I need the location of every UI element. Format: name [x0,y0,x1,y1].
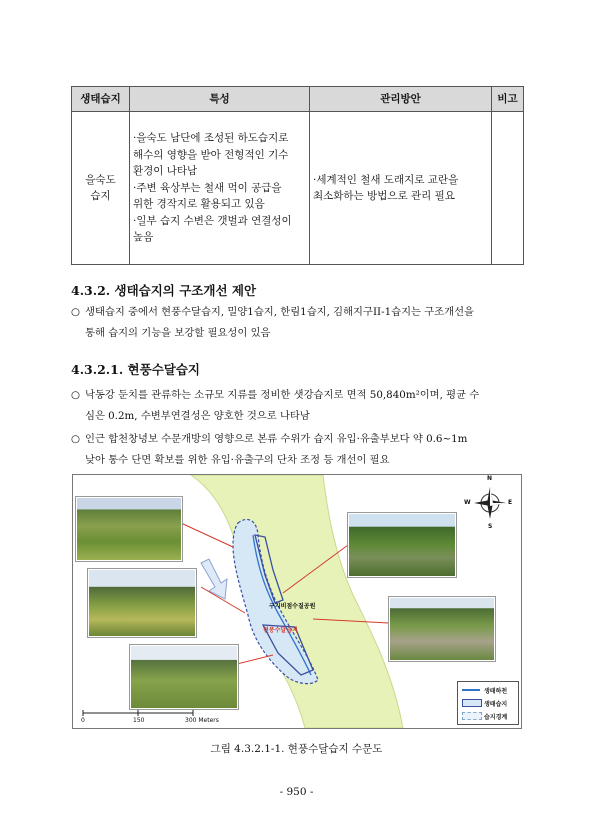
map-label-park: 구지비점수질공원 [269,603,316,610]
bullet-line: 낙동강 둔치를 관류하는 소규모 지류를 정비한 샛강습지로 면적 50,840m²이며, 평균 수 [85,389,480,401]
subsection-heading: 4.3.2.1. 현풍수달습지 [71,362,200,377]
management-line: 최소화하는 방법으로 관리 필요 [313,190,455,202]
feature-line: ·일부 습지 수변은 갯벌과 연결성이 [133,214,292,227]
bullet-line: 인근 합천창녕보 수문개방의 영향으로 본류 수위가 습지 유입·유출부보다 약 0.6~1m [85,433,468,445]
bullet-line: 심은 0.2m, 수변부연결성은 양호한 것으로 나타남 [85,410,310,422]
legend-swatch-wetland [462,699,482,707]
management-cell [310,112,492,265]
feature-line: 위한 경작지로 활용되고 있음 [133,198,265,211]
feature-cell [130,112,310,265]
scale-end: 300 Meters [185,717,219,724]
compass-w: W [464,499,471,506]
feature-line: ·을숙도 남단에 조성된 하도습지로 [133,132,289,145]
wetland-name-line: 을숙도 [85,173,116,186]
intro-line: 생태습지 중에서 현풍수달습지, 밀양1습지, 한림1습지, 김해지구II-1습지는 구조개선을 [85,306,474,318]
wetland-name-cell [72,112,130,265]
legend-swatch-stream [462,689,480,691]
subsection-bullet-1 [71,385,526,427]
feature-line: 높음 [133,231,154,244]
intro-line: 통해 습지의 기능을 보강할 필요성이 있음 [85,327,271,339]
legend-item: 생태습지 [484,701,508,708]
table-header-row [72,87,524,112]
page-number: - 950 - [279,786,314,798]
feature-line: 환경이 나타남 [133,165,198,178]
bullet-mark: ○ [71,433,80,445]
legend-swatch-boundary [462,712,482,720]
scale-mid: 150 [133,717,145,724]
table-header-cell: 비고 [492,87,524,112]
management-line: ·세계적인 철새 도래지로 교란을 [313,173,459,186]
site-photo-1 [76,497,182,561]
map-label-wetland: 현풍수달습지 [263,627,298,634]
subsection-bullet-2 [71,429,526,471]
site-photo-4 [348,513,456,577]
scale-bar [81,708,219,726]
map-legend [457,681,519,725]
table-header-cell: 관리방안 [310,87,492,112]
section-intro [71,302,526,344]
feature-line: 해수의 영향을 받아 전형적인 기수 [133,148,289,161]
bullet-mark: ○ [71,306,80,318]
scale-zero: 0 [81,717,85,724]
flow-arrow [201,559,227,599]
compass-n: N [487,475,493,482]
table-header-cell: 생태습지 [72,87,130,112]
bullet-line: 낮아 통수 단면 확보를 위한 유입·유출구의 단차 조정 등 개선이 필요 [85,454,390,466]
compass-e: E [508,499,513,506]
wetland-map-figure [72,474,522,729]
note-cell [492,112,524,265]
section-heading: 4.3.2. 생태습지의 구조개선 제안 [71,283,257,298]
table-header-cell: 특성 [130,87,310,112]
table-row [72,112,524,265]
feature-line: ·주변 육상부는 철새 먹이 공급을 [133,181,282,194]
wetland-table [71,86,524,265]
site-photo-2 [88,569,196,637]
bullet-mark: ○ [71,389,80,401]
legend-item: 생태하천 [484,688,508,695]
site-photo-5 [389,597,495,661]
figure-caption: 그림 4.3.2.1-1. 현풍수달습지 수문도 [210,743,383,755]
compass-rose-icon [470,481,513,525]
compass-s: S [488,523,493,530]
legend-item: 습지경계 [484,714,508,721]
callout-arrow [181,523,233,547]
wetland-name-line: 습지 [90,190,111,202]
site-photo-3 [130,645,238,709]
compass-rose-icon [464,475,513,530]
